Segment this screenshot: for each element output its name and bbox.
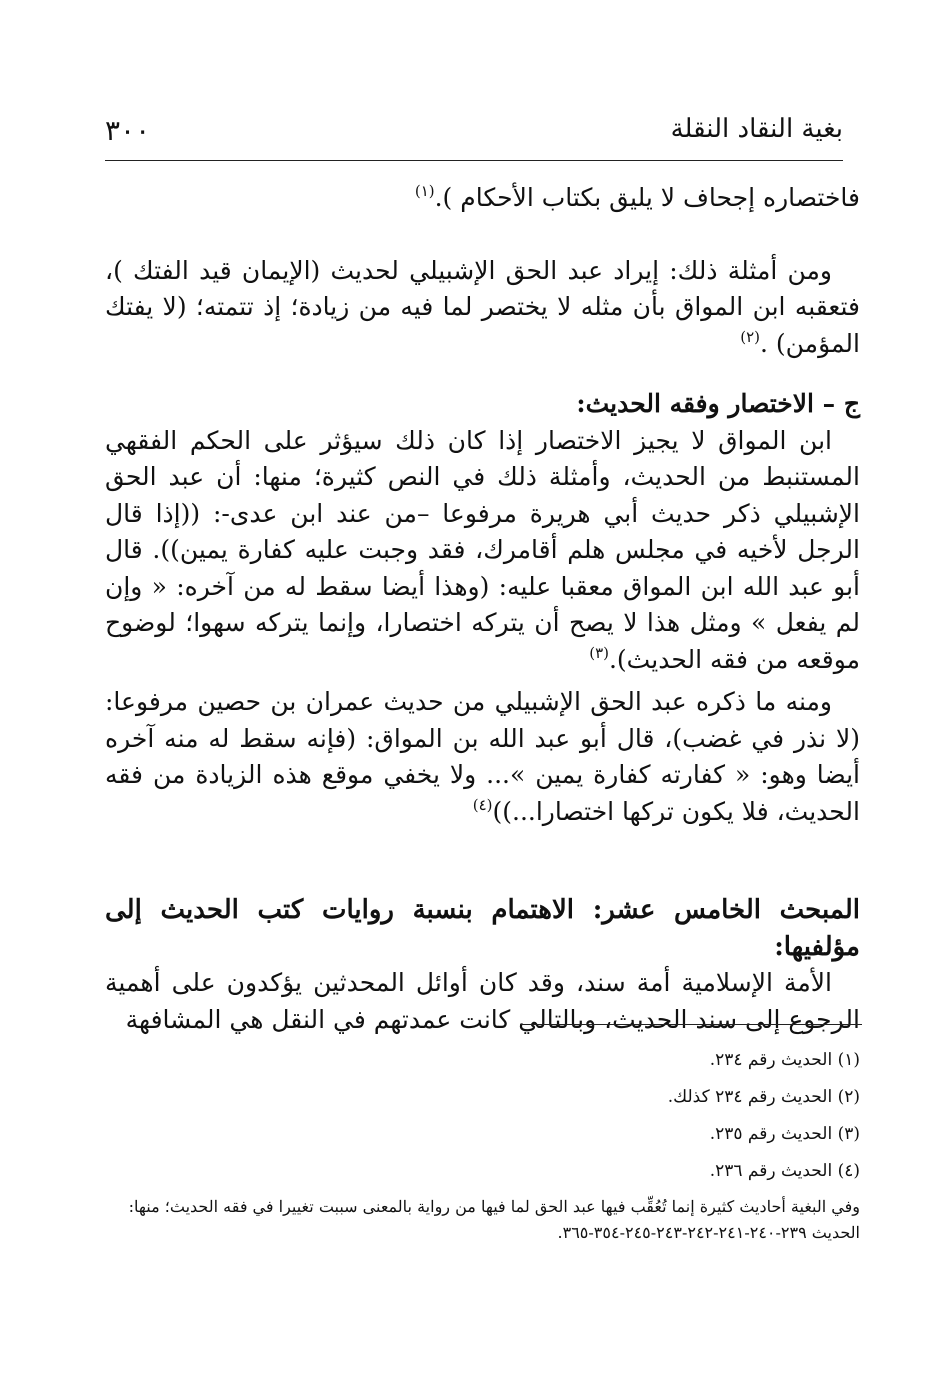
paragraph-4-text: ومنه ما ذكره عبد الحق الإشبيلي من حديث عمران بن حصين مرفوعا: (لا نذر في غضب)، قال أبو عبد الله بن المواق: (فإنه سقط له منه آخره أيضا وهو: « كفارته كفارة يمين »... ولا يخفي موقع هذه الزيادة من فقه الحديث، فلا يكون تركها اختصارا...)) (105, 687, 860, 826)
footnote-2: (٢) الحديث رقم ٢٣٤ كذلك. (667, 1087, 860, 1107)
footnote-3: (٣) الحديث رقم ٢٣٥. (709, 1124, 860, 1144)
paragraph-4 (105, 684, 860, 830)
section-heading: المبحث الخامس عشر: الاهتمام بنسبة روايات كتب الحديث إلى مؤلفيها: (105, 895, 860, 962)
page-number: ٣٠٠ (105, 114, 151, 147)
paragraph-1-text: فاختصاره إجحاف لا يليق بكتاب الأحكام ). (434, 183, 860, 212)
running-title: بغية النقاد النقلة (670, 114, 843, 144)
footnote-4-continuation: وفي البغية أحاديث كثيرة إنما تُعُقِّب فيها عبد الحق لما فيها من رواية بالمعنى سببت تغييرا في فقه الحديث؛ منها: الحديث ٢٣٩-٢٤٠-٢٤١-٢٤٢-٢٤٣-٢٤٥-٣٥٤-٣٦٥. (128, 1197, 860, 1242)
paragraph-5: الأمة الإسلامية أمة سند، وقد كان أوائل المحدثين يؤكدون على أهمية الرجوع إلى سند الحديث، وبالتالي كانت عمدتهم في النقل هي المشافهة (105, 968, 860, 1034)
page-header (105, 110, 843, 154)
footnote-ref-2: (٢) (740, 327, 760, 346)
paragraph-2 (105, 253, 860, 363)
footnote-ref-3: (٣) (589, 643, 609, 662)
main-text (105, 180, 860, 1038)
header-divider (105, 160, 843, 161)
footnote-ref-1: (١) (414, 182, 435, 200)
paragraph-3-text: ابن المواق لا يجيز الاختصار إذا كان ذلك سيؤثر على الحكم الفقهي المستنبط من الحديث، وأمثلة ذلك في النص كثيرة؛ منها: أن عبد الحق الإشبيلي ذكر حديث أبي هريرة مرفوعا –من عند ابن عدى-: ((إذا قال الرجل لأخيه في مجلس هلم أقامرك، فقد وجبت عليه كفارة يمين)). قال أبو عبد الله ابن المواق معقبا عليه: (وهذا أيضا سقط له من آخره: « وإن لم يفعل » ومثل هذا لا يصح أن يتركه اختصارا، وإنما يتركه سهوا؛ لوضوح موقعه من فقه الحديث). (105, 425, 860, 674)
paragraph-1 (105, 180, 860, 217)
footnote-4: (٤) الحديث رقم ٢٣٦. (709, 1161, 860, 1181)
footnotes (105, 1050, 860, 1246)
footnote-ref-4: (٤) (472, 795, 493, 814)
footnote-1: (١) الحديث رقم ٢٣٤. (709, 1050, 860, 1070)
paragraph-3 (105, 423, 860, 679)
paragraph-2-text: ومن أمثلة ذلك: إيراد عبد الحق الإشبيلي لحديث (الإيمان قيد الفتك )، فتعقبه ابن المواق بأن مثله لا يختصر لما فيه من زيادة؛ إذ تتمته؛ (لا يفتك المؤمن) . (105, 255, 860, 358)
footnote-divider (520, 1024, 862, 1025)
sub-heading: ج – الاختصار وفقه الحديث: (576, 389, 860, 418)
